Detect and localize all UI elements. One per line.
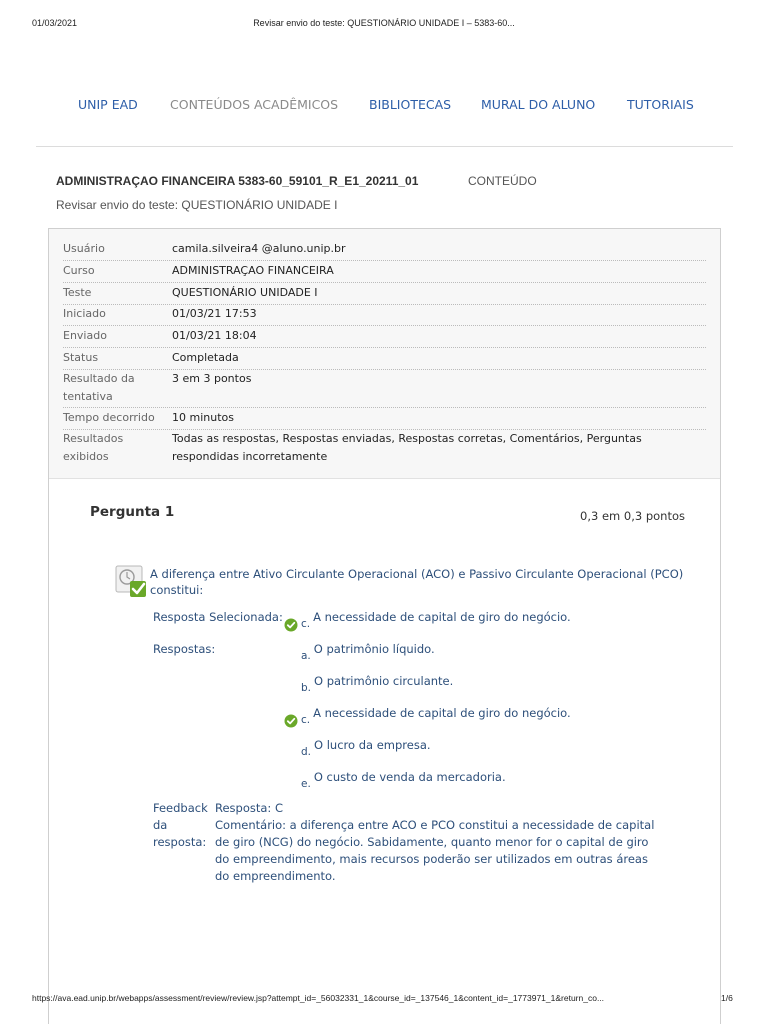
summary-key: Status (63, 351, 99, 364)
selected-answer-label: Resposta Selecionada: (153, 610, 283, 624)
print-footer (0, 993, 768, 1007)
header-divider (36, 146, 733, 147)
summary-row-curso (63, 262, 706, 283)
summary-key: Resultados exibidos (63, 432, 124, 463)
feedback-text (215, 800, 663, 885)
nav-conteudos-academicos[interactable]: CONTEÚDOS ACADÊMICOS (170, 97, 339, 112)
summary-value: ADMINISTRAÇAO FINANCEIRA (172, 264, 334, 277)
print-page-number: 1/6 (721, 993, 733, 1003)
answer-option-b (301, 674, 454, 694)
summary-key: Iniciado (63, 307, 106, 320)
summary-value: Completada (172, 351, 239, 364)
answer-letter: e. (301, 778, 311, 790)
summary-value: 3 em 3 pontos (172, 372, 252, 385)
feedback-comment: Comentário: a diferença entre ACO e PCO constitui a necessidade de capital de giro (NCG) do negócio. Sabidamente, quanto menor for o capital de giro do empreendimento, mais recursos poderão ser utilizados em outras áreas do empreendimento. (215, 818, 655, 883)
summary-value: camila.silveira4 @aluno.unip.br (172, 242, 346, 255)
selected-answer (301, 610, 571, 630)
answer-letter: a. (301, 650, 311, 662)
question-text: A diferença entre Ativo Circulante Operacional (ACO) e Passivo Circulante Operacional (PCO) constitui: (150, 567, 684, 597)
question-status-icon (115, 565, 149, 599)
summary-row-iniciado (63, 305, 706, 326)
correct-check-icon (284, 618, 298, 632)
answer-text: O lucro da empresa. (314, 738, 431, 752)
answer-letter: d. (301, 746, 312, 758)
question-points: 0,3 em 0,3 pontos (580, 509, 685, 523)
answer-text: A necessidade de capital de giro do negócio. (313, 610, 571, 624)
print-header (0, 18, 768, 32)
summary-row-enviado (63, 327, 706, 348)
course-title[interactable]: ADMINISTRAÇAO FINANCEIRA 5383-60_59101_R_E1_20211_01 (56, 174, 419, 188)
page-subtitle: Revisar envio do teste: QUESTIONÁRIO UNIDADE I (56, 198, 338, 212)
answer-text: O custo de venda da mercadoria. (313, 770, 506, 784)
correct-check-icon (284, 714, 298, 728)
answers-label: Respostas: (153, 642, 216, 656)
summary-value: 01/03/21 18:04 (172, 329, 257, 342)
summary-key: Tempo decorrido (63, 411, 155, 424)
attempt-summary (49, 229, 720, 479)
answer-text: O patrimônio circulante. (314, 674, 454, 688)
nav-bibliotecas[interactable]: BIBLIOTECAS (369, 97, 452, 112)
summary-value: Todas as respostas, Respostas enviadas, Respostas corretas, Comentários, Perguntas respondidas incorretamente (172, 432, 642, 463)
nav-unip-ead[interactable]: UNIP EAD (78, 97, 138, 112)
top-nav (0, 97, 768, 117)
answer-text: A necessidade de capital de giro do negócio. (313, 706, 571, 720)
summary-value: 01/03/21 17:53 (172, 307, 257, 320)
summary-row-resultados-exibidos (63, 430, 706, 468)
print-date: 01/03/2021 (32, 18, 78, 28)
review-card (48, 228, 721, 1024)
summary-value: QUESTIONÁRIO UNIDADE I (172, 286, 318, 299)
answer-letter: c. (301, 618, 311, 630)
summary-row-resultado (63, 370, 706, 408)
summary-row-usuario (63, 240, 706, 261)
answer-letter: c. (301, 714, 311, 726)
summary-key: Curso (63, 264, 95, 277)
summary-key: Teste (63, 286, 92, 299)
summary-row-status (63, 349, 706, 370)
nav-mural-do-aluno[interactable]: MURAL DO ALUNO (481, 97, 596, 112)
summary-key: Enviado (63, 329, 107, 342)
answer-option-e (301, 770, 506, 790)
summary-key: Resultado da tentativa (63, 372, 135, 403)
answer-text: O patrimônio líquido. (313, 642, 435, 656)
answer-option-c (301, 706, 571, 726)
feedback-label: Feedback da resposta: (153, 801, 208, 849)
answer-option-d (301, 738, 431, 758)
summary-key: Usuário (63, 242, 105, 255)
nav-tutoriais[interactable]: TUTORIAIS (627, 97, 694, 112)
print-title: Revisar envio do teste: QUESTIONÁRIO UNIDADE I – 5383-60... (253, 18, 515, 28)
answer-letter: b. (301, 682, 312, 694)
print-url: https://ava.ead.unip.br/webapps/assessment/review/review.jsp?attempt_id=_56032331_1&course_id=_137546_1&content_id=_1773971_1&return_co... (32, 993, 605, 1003)
feedback-answer: Resposta: C (215, 801, 283, 815)
summary-value: 10 minutos (172, 411, 234, 424)
content-link[interactable]: CONTEÚDO (468, 174, 537, 188)
summary-row-teste (63, 284, 706, 305)
summary-row-tempo (63, 409, 706, 430)
question-title: Pergunta 1 (90, 504, 175, 520)
answer-option-a (301, 642, 435, 662)
